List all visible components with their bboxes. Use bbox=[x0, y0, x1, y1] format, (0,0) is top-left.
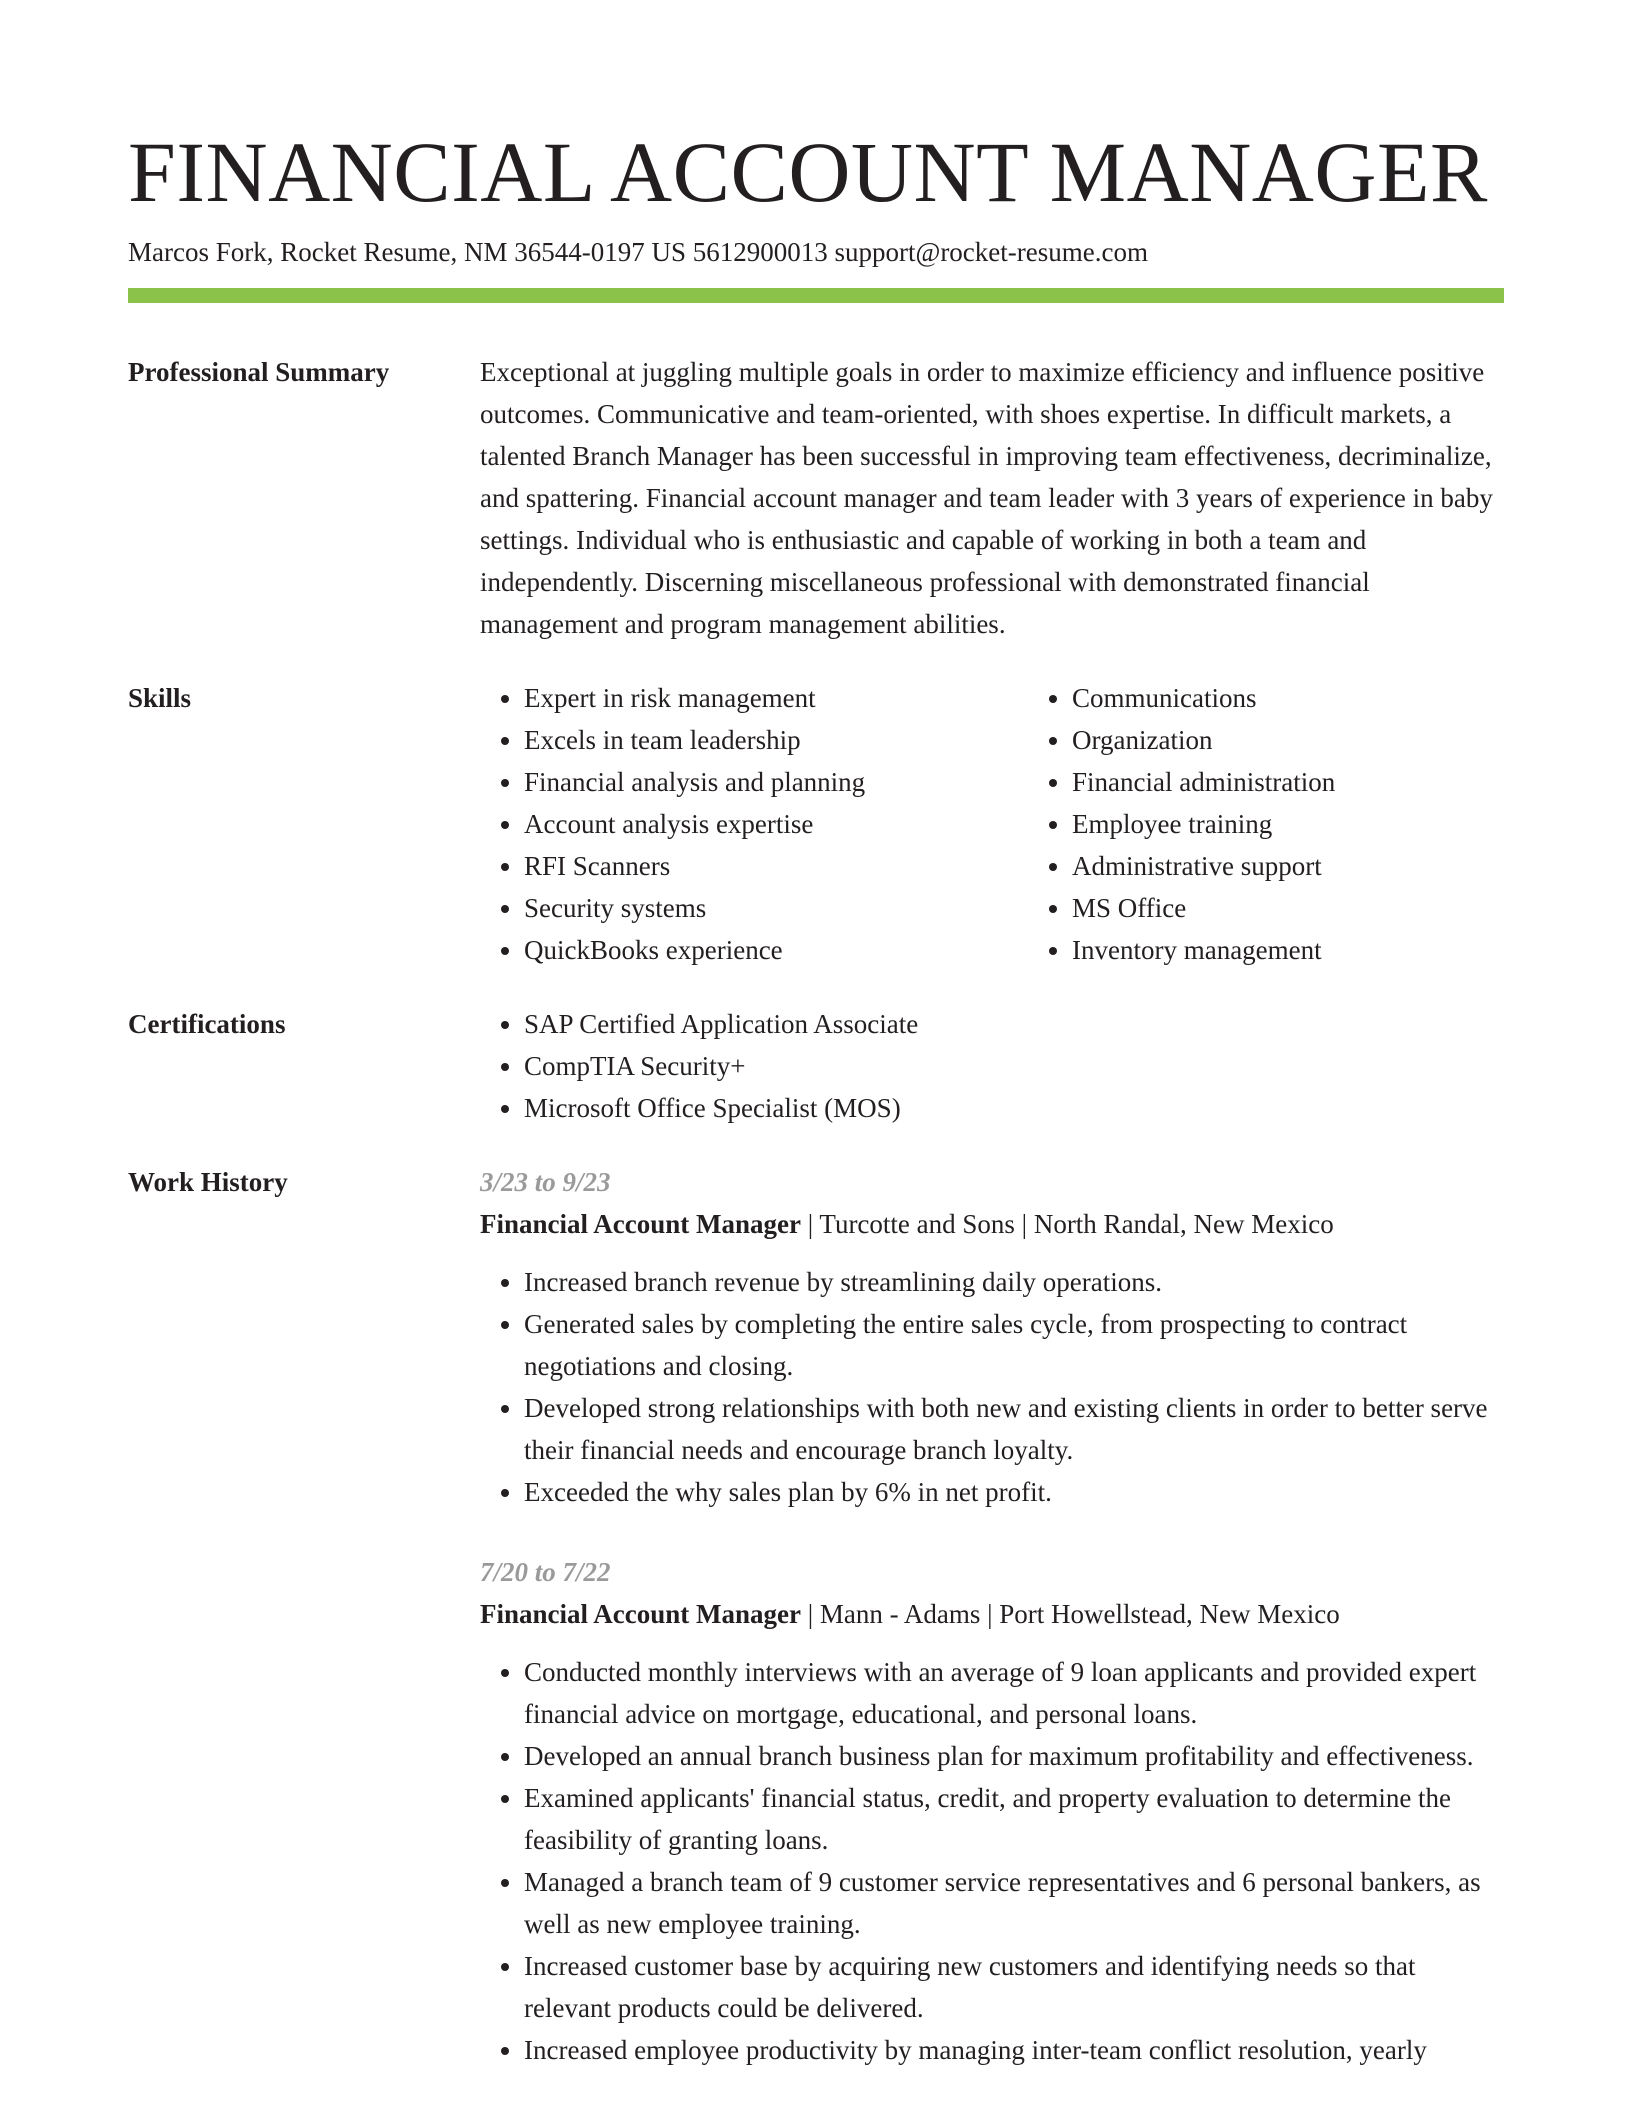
skill-item: • Inventory management bbox=[1072, 929, 1576, 971]
job-bullet: • Generated sales by completing the entire sales cycle, from prospecting to contract negotiations and closing. bbox=[524, 1303, 1504, 1387]
accent-divider bbox=[128, 288, 1504, 303]
skill-item: • Financial administration bbox=[1072, 761, 1576, 803]
section-body bbox=[480, 677, 1576, 971]
job-bullet: • Exceeded the why sales plan by 6% in net profit. bbox=[524, 1471, 1504, 1513]
job-heading bbox=[480, 1203, 1504, 1245]
job-bullet: • Managed a branch team of 9 customer service representatives and 6 personal bankers, as well as new employee training. bbox=[524, 1861, 1504, 1945]
summary-text: Exceptional at juggling multiple goals in order to maximize efficiency and influence positive outcomes. Communicative and team-oriented, with shoes expertise. In difficult markets, a talented Branch Manager has been successful in improving team effectiveness, decriminalize, and spattering. Financial account manager and team leader with 3 years of experience in baby settings. Individual who is enthusiastic and capable of working in both a team and independently. Discerning miscellaneous professional with demonstrated financial management and program management abilities. bbox=[480, 357, 1493, 639]
job-bullet: • Developed an annual branch business plan for maximum profitability and effectiveness. bbox=[524, 1735, 1504, 1777]
skill-item: • Employee training bbox=[1072, 803, 1576, 845]
skills-list-right bbox=[1028, 677, 1576, 971]
job-details: | Mann - Adams | Port Howellstead, New Mexico bbox=[800, 1599, 1340, 1629]
job-details: | Turcotte and Sons | North Randal, New Mexico bbox=[800, 1209, 1334, 1239]
skill-item: • Excels in team leadership bbox=[524, 719, 1028, 761]
skill-item: • Expert in risk management bbox=[524, 677, 1028, 719]
certification-item: • SAP Certified Application Associate bbox=[524, 1003, 1504, 1045]
section-label: Work History bbox=[128, 1167, 288, 1197]
section-body bbox=[480, 1003, 1504, 1129]
skill-item: • MS Office bbox=[1072, 887, 1576, 929]
section-label: Certifications bbox=[128, 1009, 286, 1039]
skills-list-left bbox=[480, 677, 1028, 971]
certifications-section bbox=[128, 1003, 1504, 1129]
job-bullet: • Increased employee productivity by managing inter-team conflict resolution, yearly bbox=[524, 2029, 1504, 2071]
skills-section bbox=[128, 677, 1504, 971]
job-bullet-list bbox=[480, 1651, 1504, 2071]
job-dates: 3/23 to 9/23 bbox=[480, 1167, 611, 1197]
contact-line: Marcos Fork, Rocket Resume, NM 36544-0197 US 5612900013 support@rocket-resume.com bbox=[128, 237, 1148, 267]
work-history-section bbox=[128, 1161, 1504, 2071]
job-title: Financial Account Manager bbox=[480, 1209, 801, 1239]
skill-item: • Administrative support bbox=[1072, 845, 1576, 887]
section-body bbox=[480, 351, 1504, 645]
skill-item: • Financial analysis and planning bbox=[524, 761, 1028, 803]
professional-summary-section bbox=[128, 351, 1504, 645]
job-bullet: • Increased customer base by acquiring new customers and identifying needs so that relevant products could be delivered. bbox=[524, 1945, 1504, 2029]
job-bullet: • Increased branch revenue by streamlining daily operations. bbox=[524, 1261, 1504, 1303]
section-body bbox=[480, 1161, 1504, 2071]
skill-item: • Communications bbox=[1072, 677, 1576, 719]
job-dates: 7/20 to 7/22 bbox=[480, 1557, 611, 1587]
skill-item: • QuickBooks experience bbox=[524, 929, 1028, 971]
job-bullet: • Conducted monthly interviews with an average of 9 loan applicants and provided expert financial advice on mortgage, educational, and personal loans. bbox=[524, 1651, 1504, 1735]
section-label: Skills bbox=[128, 683, 192, 713]
resume-page bbox=[128, 118, 1504, 2071]
job-entry bbox=[480, 1551, 1504, 2071]
certification-item: • CompTIA Security+ bbox=[524, 1045, 1504, 1087]
skills-columns bbox=[480, 677, 1576, 971]
job-heading bbox=[480, 1593, 1504, 1635]
skill-item: • Account analysis expertise bbox=[524, 803, 1028, 845]
job-bullet-list bbox=[480, 1261, 1504, 1513]
resume-title: FINANCIAL ACCOUNT MANAGER bbox=[128, 124, 1488, 220]
section-label: Professional Summary bbox=[128, 357, 390, 387]
job-bullet: • Examined applicants' financial status, credit, and property evaluation to determine the feasibility of granting loans. bbox=[524, 1777, 1504, 1861]
job-title: Financial Account Manager bbox=[480, 1599, 801, 1629]
skill-item: • Security systems bbox=[524, 887, 1028, 929]
job-entry bbox=[480, 1161, 1504, 1513]
certifications-list bbox=[480, 1003, 1504, 1129]
job-bullet: • Developed strong relationships with both new and existing clients in order to better serve their financial needs and encourage branch loyalty. bbox=[524, 1387, 1504, 1471]
skill-item: • Organization bbox=[1072, 719, 1576, 761]
certification-item: • Microsoft Office Specialist (MOS) bbox=[524, 1087, 1504, 1129]
skill-item: • RFI Scanners bbox=[524, 845, 1028, 887]
